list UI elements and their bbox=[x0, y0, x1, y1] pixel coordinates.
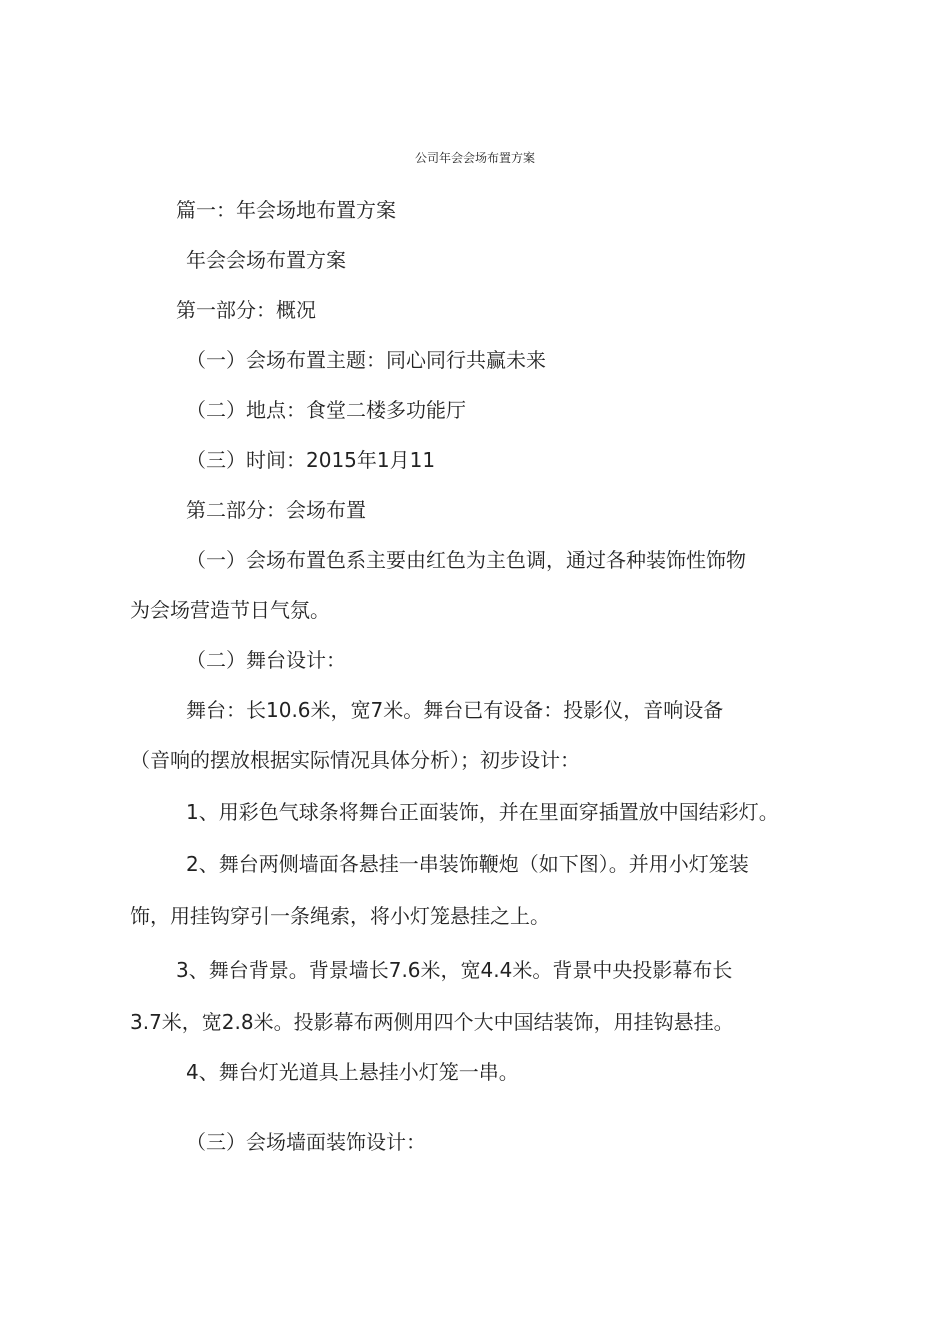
paragraph-line: （二）地点：食堂二楼多功能厅 bbox=[186, 398, 466, 422]
paragraph-line: 2、舞台两侧墙面各悬挂一串装饰鞭炮（如下图）。并用小灯笼装 bbox=[186, 852, 749, 876]
document-title: 公司年会会场布置方案 bbox=[414, 151, 535, 165]
paragraph-line: 3、舞台背景。背景墙长7.6米，宽4.4米。背景中央投影幕布长 bbox=[176, 958, 733, 982]
paragraph-line: 3.7米，宽2.8米。投影幕布两侧用四个大中国结装饰，用挂钩悬挂。 bbox=[130, 1010, 734, 1034]
paragraph-line: （音响的摆放根据实际情况具体分析）；初步设计： bbox=[130, 748, 580, 772]
paragraph-line: （三）时间：2015年1月11 bbox=[186, 448, 436, 472]
paragraph-line: 为会场营造节日气氛。 bbox=[130, 598, 330, 622]
paragraph-line: （二）舞台设计： bbox=[186, 648, 346, 672]
part-heading: 第一部分：概况 bbox=[176, 298, 316, 322]
section-heading: （三）会场墙面装饰设计： bbox=[186, 1130, 426, 1154]
section-heading: 篇一：年会场地布置方案 bbox=[176, 198, 396, 222]
part-heading: 第二部分：会场布置 bbox=[186, 498, 366, 522]
paragraph-line: 4、舞台灯光道具上悬挂小灯笼一串。 bbox=[186, 1060, 519, 1084]
subtitle: 年会会场布置方案 bbox=[186, 248, 346, 272]
paragraph-line: 1、用彩色气球条将舞台正面装饰，并在里面穿插置放中国结彩灯。 bbox=[186, 800, 779, 824]
paragraph-line: 饰，用挂钩穿引一条绳索，将小灯笼悬挂之上。 bbox=[130, 904, 550, 928]
paragraph-line: （一）会场布置色系主要由红色为主色调，通过各种装饰性饰物 bbox=[186, 548, 746, 572]
paragraph-line: （一）会场布置主题：同心同行共赢未来 bbox=[186, 348, 546, 372]
paragraph-line: 舞台：长10.6米，宽7米。舞台已有设备：投影仪，音响设备 bbox=[186, 698, 724, 722]
